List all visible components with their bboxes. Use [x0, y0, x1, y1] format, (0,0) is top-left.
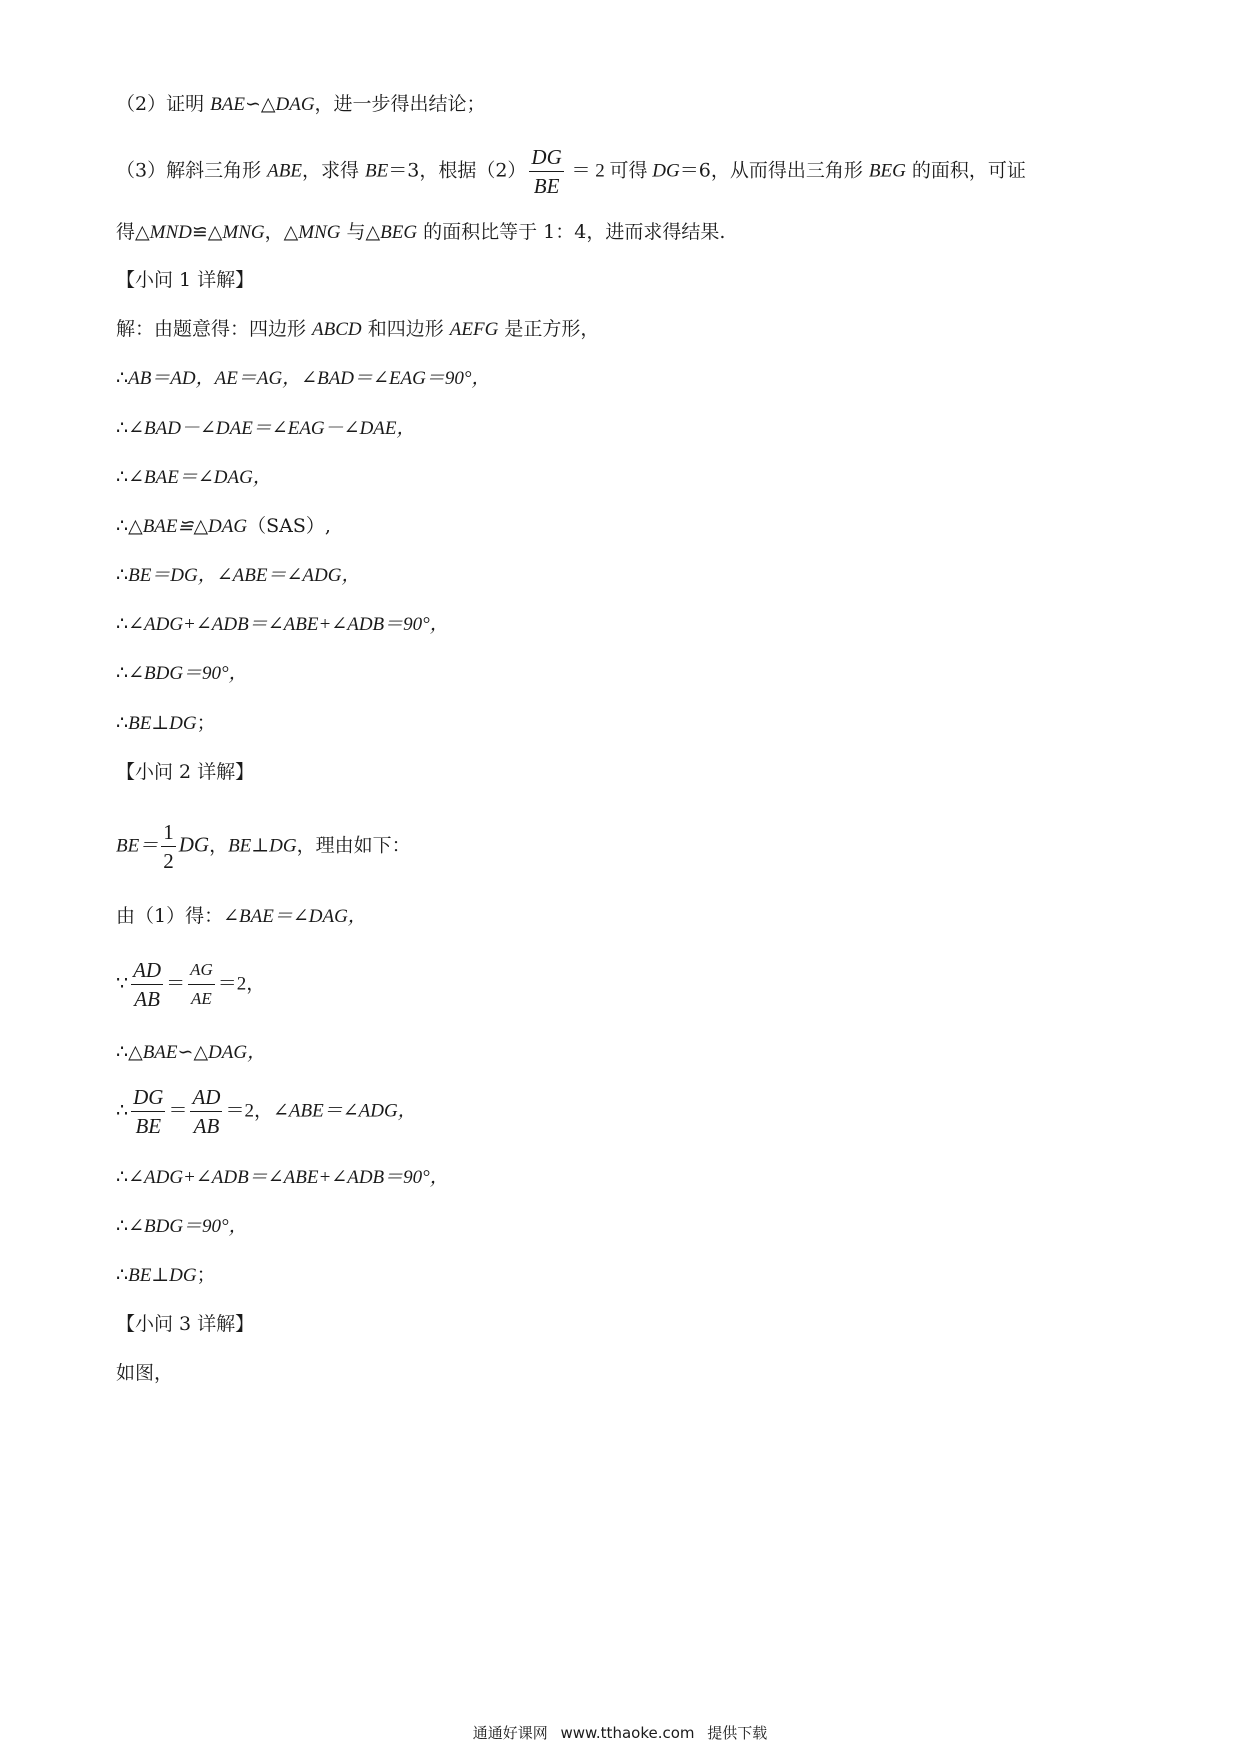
fraction — [190, 1085, 222, 1138]
text: ，进一步得出结论； — [314, 93, 486, 115]
solution-hint-3-line1 — [116, 145, 1026, 198]
math: △BAE≌△DAG — [128, 516, 248, 537]
fraction-denominator: AB — [134, 987, 160, 1011]
text: ＝3，根据（2） — [388, 159, 527, 182]
therefore-symbol: ∴ — [116, 1041, 129, 1063]
solution-line — [116, 465, 272, 490]
therefore-symbol: ∴ — [116, 1166, 129, 1188]
solution-line — [116, 1040, 266, 1065]
therefore-symbol: ∴ — [116, 564, 129, 586]
therefore-symbol: ∴ — [116, 1215, 129, 1237]
section-heading-3: 【小问 3 详解】 — [116, 1313, 255, 1335]
fraction — [161, 820, 176, 873]
math: ∠BAD－∠DAE＝∠EAG－∠DAE， — [128, 418, 416, 439]
solution-hint-2 — [116, 92, 486, 117]
solution-line — [116, 563, 360, 588]
text: （SAS）, — [247, 515, 331, 537]
math: ∠ADG+∠ADB＝∠ABE+∠ADB＝90°， — [128, 614, 449, 635]
math: ∠BDG＝90°， — [128, 663, 248, 684]
section-heading-1: 【小问 1 详解】 — [116, 269, 255, 291]
math: ∠ABE＝∠ADG， — [272, 1100, 417, 1122]
therefore-symbol: ∴ — [116, 515, 129, 537]
math: ＝2， — [217, 973, 266, 995]
fraction-numerator: DG — [529, 145, 563, 172]
solution-line — [116, 1165, 449, 1190]
solution-line — [116, 612, 449, 637]
solution-line — [116, 514, 331, 539]
fraction-denominator: BE — [135, 1114, 162, 1138]
math: BEG — [380, 222, 418, 243]
fraction — [529, 145, 563, 198]
text: 的面积，可证 — [905, 159, 1026, 182]
text: ； — [196, 712, 216, 734]
text: ，理由如下： — [296, 834, 411, 857]
text: ，△ — [264, 221, 299, 243]
math: ∠BAE＝∠DAG， — [128, 467, 272, 488]
text: 解：由题意得：四边形 — [116, 318, 313, 340]
solution-line — [116, 416, 416, 441]
footer-url: www.tthaoke.com — [560, 1724, 695, 1742]
solution-line — [116, 661, 248, 686]
text: 和四边形 — [361, 318, 450, 340]
fraction-numerator: DG — [131, 1085, 165, 1112]
math: BE＝ — [116, 835, 159, 857]
fraction-denominator: AB — [193, 1114, 220, 1138]
text: 得△ — [116, 221, 150, 243]
text: 的面积比等于 1：4，进而求得结果. — [417, 221, 726, 243]
therefore-symbol: ∴ — [116, 662, 129, 684]
text: 由（1）得： — [116, 905, 224, 927]
solution-line — [116, 904, 367, 929]
therefore-symbol: ∴ — [116, 466, 129, 488]
math: BE — [365, 160, 389, 182]
text: 与△ — [340, 221, 381, 243]
solution-line — [116, 958, 265, 1011]
math: ABE — [267, 160, 302, 182]
therefore-symbol: ∴ — [116, 1264, 129, 1286]
text: ； — [196, 1264, 216, 1286]
fraction-denominator: BE — [533, 174, 560, 198]
page-footer — [0, 1722, 1240, 1743]
fraction-numerator: 1 — [161, 820, 176, 847]
fraction-denominator: 2 — [163, 849, 174, 873]
math: MNG — [222, 222, 265, 243]
math: BE⊥DG — [228, 835, 297, 857]
text: （3）解斜三角形 — [116, 159, 268, 182]
math: DG — [178, 832, 210, 857]
footer-tail: 提供下载 — [707, 1724, 768, 1742]
fraction-numerator: AG — [188, 958, 215, 985]
text: （2）证明 — [116, 93, 211, 115]
solution-line — [116, 1085, 417, 1138]
math: BAE∽△DAG — [210, 94, 315, 115]
fraction — [188, 958, 215, 1011]
equals-sign: ＝ — [168, 1100, 188, 1122]
math: BE⊥DG — [128, 713, 197, 734]
therefore-symbol: ∴ — [116, 367, 129, 389]
footer-site-name: 通通好课网 — [472, 1724, 548, 1742]
therefore-symbol: ∴ — [116, 712, 129, 734]
fraction-numerator: AD — [190, 1085, 222, 1112]
therefore-symbol: ∴ — [116, 417, 129, 439]
text: ＝ 2 可得 — [566, 160, 653, 182]
solution-line — [116, 366, 490, 391]
math: AEFG — [449, 319, 499, 340]
text: ，求得 — [301, 159, 366, 182]
fraction — [131, 958, 163, 1011]
math: ∠BAE＝∠DAG， — [223, 906, 367, 927]
equals-sign: ＝ — [166, 973, 186, 995]
solution-line — [116, 711, 216, 736]
math: AB＝AD，AE＝AG，∠BAD＝∠EAG＝90°， — [128, 368, 491, 389]
math: ABCD — [312, 319, 362, 340]
because-symbol: ∵ — [116, 972, 129, 995]
fraction-numerator: AD — [131, 958, 163, 985]
math: BE＝DG，∠ABE＝∠ADG， — [128, 565, 361, 586]
solution-line — [116, 317, 599, 342]
text: ≌△ — [191, 221, 223, 243]
therefore-symbol: ∴ — [116, 1099, 129, 1122]
math: ∠ADG+∠ADB＝∠ABE+∠ADB＝90°， — [128, 1167, 449, 1188]
math: BE⊥DG — [128, 1265, 197, 1286]
solution-line — [116, 1214, 248, 1239]
text: ＝6，从而得出三角形 — [679, 159, 869, 182]
text: ， — [209, 834, 229, 857]
fraction-denominator: AE — [191, 989, 212, 1008]
math: MNG — [298, 222, 341, 243]
math: MND — [149, 222, 192, 243]
solution-line — [116, 820, 411, 873]
text: 是正方形， — [498, 318, 600, 340]
math: △BAE∽△DAG， — [128, 1042, 267, 1063]
therefore-symbol: ∴ — [116, 613, 129, 635]
section-heading-2: 【小问 2 详解】 — [116, 761, 255, 783]
math: BEG — [868, 160, 906, 182]
solution-hint-3-line2 — [116, 220, 725, 245]
solution-line: 如图， — [116, 1362, 174, 1384]
math: DG — [652, 160, 680, 182]
fraction — [131, 1085, 165, 1138]
solution-line — [116, 1263, 216, 1288]
math: ＝2， — [225, 1100, 273, 1122]
math: ∠BDG＝90°， — [128, 1216, 248, 1237]
